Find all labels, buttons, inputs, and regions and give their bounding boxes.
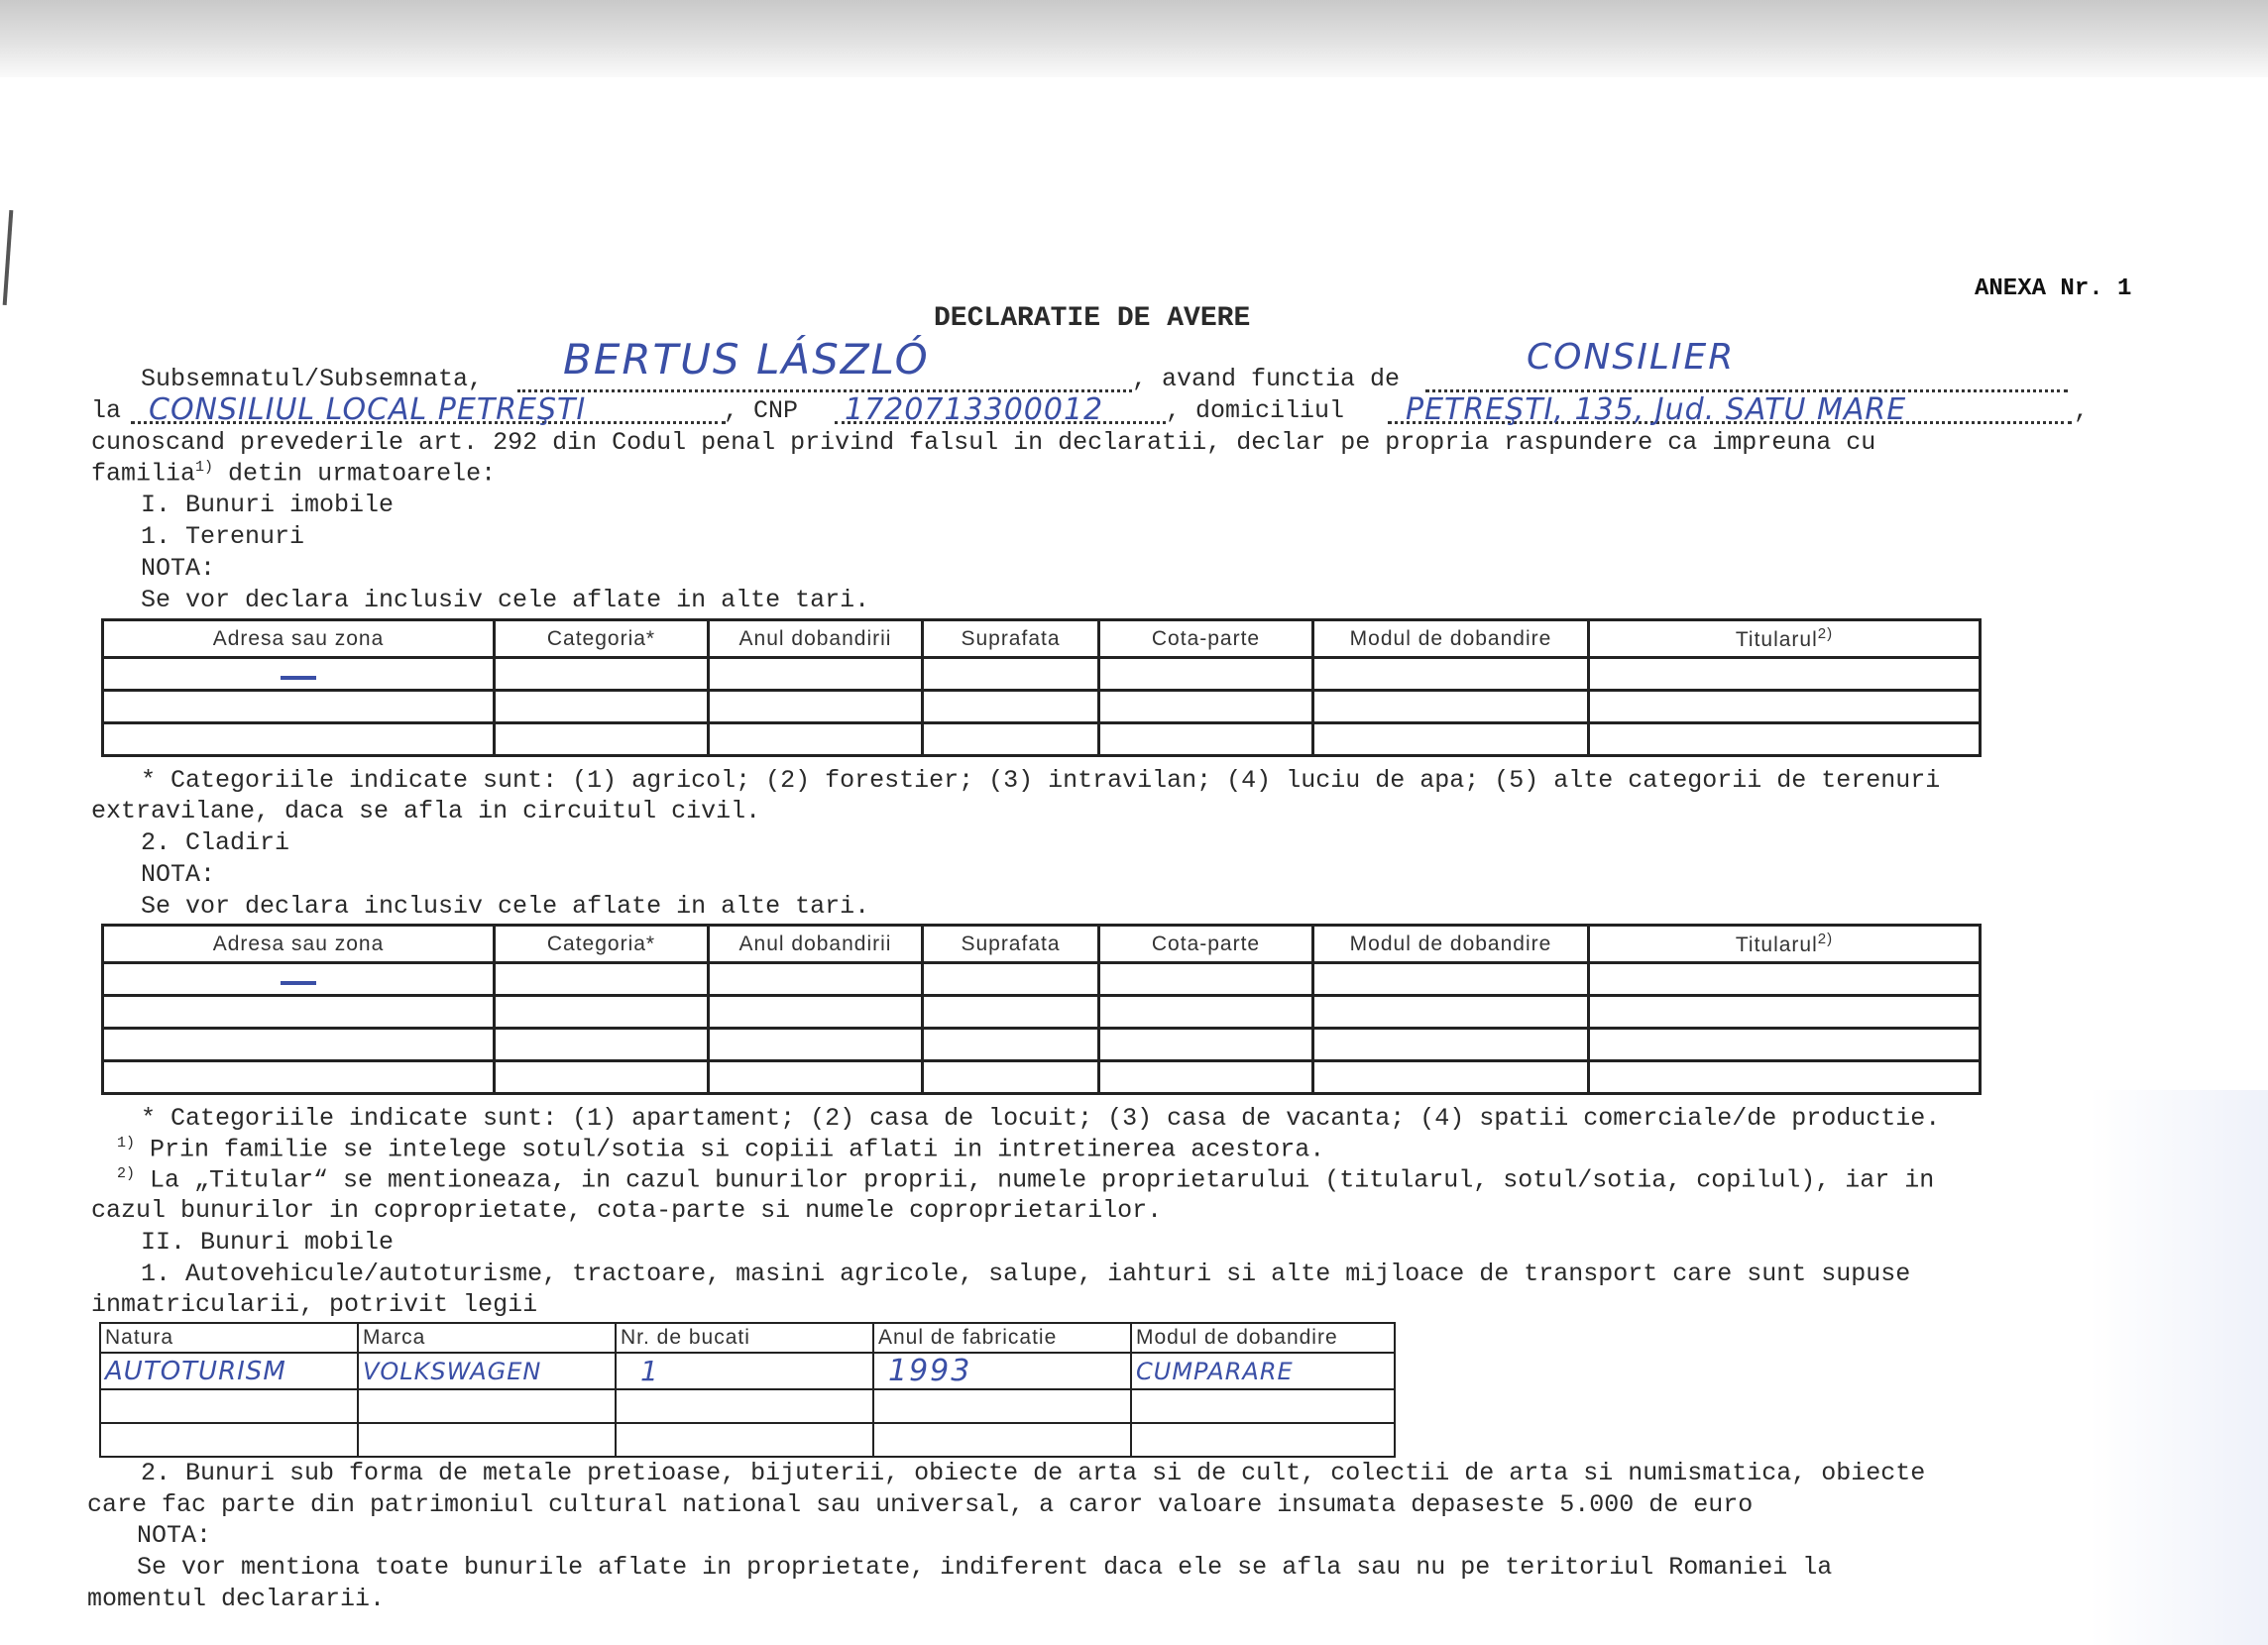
vehicle-year: 1993 <box>873 1353 1131 1389</box>
table-row <box>103 658 1981 691</box>
table-row <box>103 1061 1981 1094</box>
intro-label-cnp: , CNP <box>724 396 799 425</box>
vehicles-line-1: 1. Autovehicule/autoturisme, tractoare, masini agricole, salupe, iahturi si alte mijloace de transport care sunt supuse <box>141 1260 1911 1288</box>
footnote-2-cont: cazul bunurilor in coproprietate, cota-parte si numele coproprietarilor. <box>91 1196 1163 1225</box>
table-row <box>103 1029 1981 1061</box>
table-row <box>100 1353 1395 1389</box>
nota-text: Se vor declara inclusiv cele aflate in alte tari. <box>141 892 870 921</box>
col-header: Categoria* <box>495 620 709 658</box>
handwritten-dash <box>281 676 316 680</box>
section-heading-immovable: I. Bunuri imobile <box>141 491 395 519</box>
scan-edge-mark <box>3 210 14 305</box>
col-header: Marca <box>358 1323 616 1353</box>
col-header: Nr. de bucati <box>616 1323 873 1353</box>
subsection-cladiri: 2. Cladiri <box>141 828 290 857</box>
table-row <box>100 1423 1395 1457</box>
intro-comma: , <box>2074 396 2090 425</box>
col-header: Cota-parte <box>1099 620 1313 658</box>
nota-label: NOTA: <box>137 1521 212 1550</box>
table-header-row <box>103 926 1981 963</box>
table-cell <box>103 963 495 996</box>
handwritten-dash <box>281 981 316 985</box>
subsection-terenuri: 1. Terenuri <box>141 522 305 551</box>
col-header: Suprafata <box>923 926 1099 963</box>
vehicle-acquisition: CUMPARARE <box>1131 1353 1395 1389</box>
valuables-note-2: momentul declararii. <box>87 1585 386 1613</box>
annex-label: ANEXA Nr. 1 <box>1975 275 2132 302</box>
scan-shadow <box>0 0 2268 77</box>
table-header-row <box>103 620 1981 658</box>
table-row <box>103 723 1981 756</box>
intro-label-subsemnatul: Subsemnatul/Subsemnata, <box>141 365 484 393</box>
vehicle-count: 1 <box>616 1353 873 1389</box>
table-cell <box>103 658 495 691</box>
col-header-titular: Titularul$^{2)}$ <box>1589 926 1981 963</box>
scan-wash <box>2090 1090 2268 1645</box>
col-header: Modul de dobandire <box>1313 620 1589 658</box>
table-row <box>103 996 1981 1029</box>
col-header: Adresa sau zona <box>103 926 495 963</box>
table-header-row <box>100 1323 1395 1353</box>
col-header-titular: Titularul$^{2)}$ <box>1589 620 1981 658</box>
col-header: Cota-parte <box>1099 926 1313 963</box>
nota-label: NOTA: <box>141 554 216 583</box>
nota-label: NOTA: <box>141 860 216 889</box>
intro-label-functia: , avand functia de <box>1132 365 1401 393</box>
col-header: Suprafata <box>923 620 1099 658</box>
table-row <box>100 1389 1395 1423</box>
handwritten-name: BERTUS LÁSZLÓ <box>563 335 930 384</box>
vehicle-make: VOLKSWAGEN <box>358 1353 616 1389</box>
table-row <box>103 691 1981 723</box>
intro-label-la: la <box>91 396 122 425</box>
valuables-note-1: Se vor mentiona toate bunurile aflate in proprietate, indiferent daca ele se afla sau nu pe teritoriul Romaniei la <box>137 1553 1833 1582</box>
col-header: Natura <box>100 1323 358 1353</box>
document-title: DECLARATIE DE AVERE <box>934 303 1251 334</box>
valuables-line-1: 2. Bunuri sub forma de metale pretioase, bijuterii, obiecte de arta si de cult, colectii de arta si numismatica, obiecte <box>141 1459 1926 1487</box>
col-header: Anul dobandirii <box>709 926 923 963</box>
building-categories-footnote: * Categoriile indicate sunt: (1) apartament; (2) casa de locuit; (3) casa de vacanta; (4) spatii comerciale/de productie. <box>141 1104 1941 1133</box>
footnote-2: $^{2)}$ La „Titular“ se mentioneaza, in cazul bunurilor proprii, numele proprietarului (titularul, sotul/sotia, copilul), iar in <box>117 1165 1935 1195</box>
col-header: Anul dobandirii <box>709 620 923 658</box>
col-header: Modul de dobandire <box>1313 926 1589 963</box>
vehicles-table <box>99 1322 1396 1458</box>
intro-line-4: familia$^{1)}$ detin urmatoarele: <box>91 459 497 489</box>
vehicles-line-2: inmatricularii, potrivit legii <box>91 1290 538 1319</box>
buildings-table <box>101 924 1982 1095</box>
intro-line-3: cunoscand prevederile art. 292 din Codul penal privind falsul in declaratii, declar pe propria raspundere ca impreuna cu <box>91 428 1876 457</box>
handwritten-institution: CONSILIUL LOCAL PETREŞTI <box>149 392 587 427</box>
valuables-line-2: care fac parte din patrimoniul cultural national sau universal, a caror valoare insumata depaseste 5.000 de euro <box>87 1490 1754 1519</box>
land-table <box>101 618 1982 757</box>
intro-label-domiciliul: , domiciliul <box>1166 396 1345 425</box>
handwritten-function: CONSILIER <box>1527 337 1736 378</box>
col-header: Modul de dobandire <box>1131 1323 1395 1353</box>
col-header: Anul de fabricatie <box>873 1323 1131 1353</box>
col-header: Categoria* <box>495 926 709 963</box>
land-categories-footnote-cont: extravilane, daca se afla in circuitul civil. <box>91 797 761 825</box>
col-header: Adresa sau zona <box>103 620 495 658</box>
handwritten-cnp: 1720713300012 <box>845 392 1104 427</box>
section-heading-movable: II. Bunuri mobile <box>141 1228 395 1257</box>
land-categories-footnote: * Categoriile indicate sunt: (1) agricol; (2) forestier; (3) intravilan; (4) luciu de apa; (5) alte categorii de terenuri <box>141 766 1941 795</box>
vehicle-type: AUTOTURISM <box>100 1353 358 1389</box>
handwritten-address: PETREŞTI, 135, Jud. SATU MARE <box>1406 392 1907 427</box>
nota-text: Se vor declara inclusiv cele aflate in alte tari. <box>141 586 870 614</box>
footnote-1: $^{1)}$ Prin familie se intelege sotul/sotia si copiii aflati in intretinerea acestora. <box>117 1135 1325 1164</box>
table-row <box>103 963 1981 996</box>
